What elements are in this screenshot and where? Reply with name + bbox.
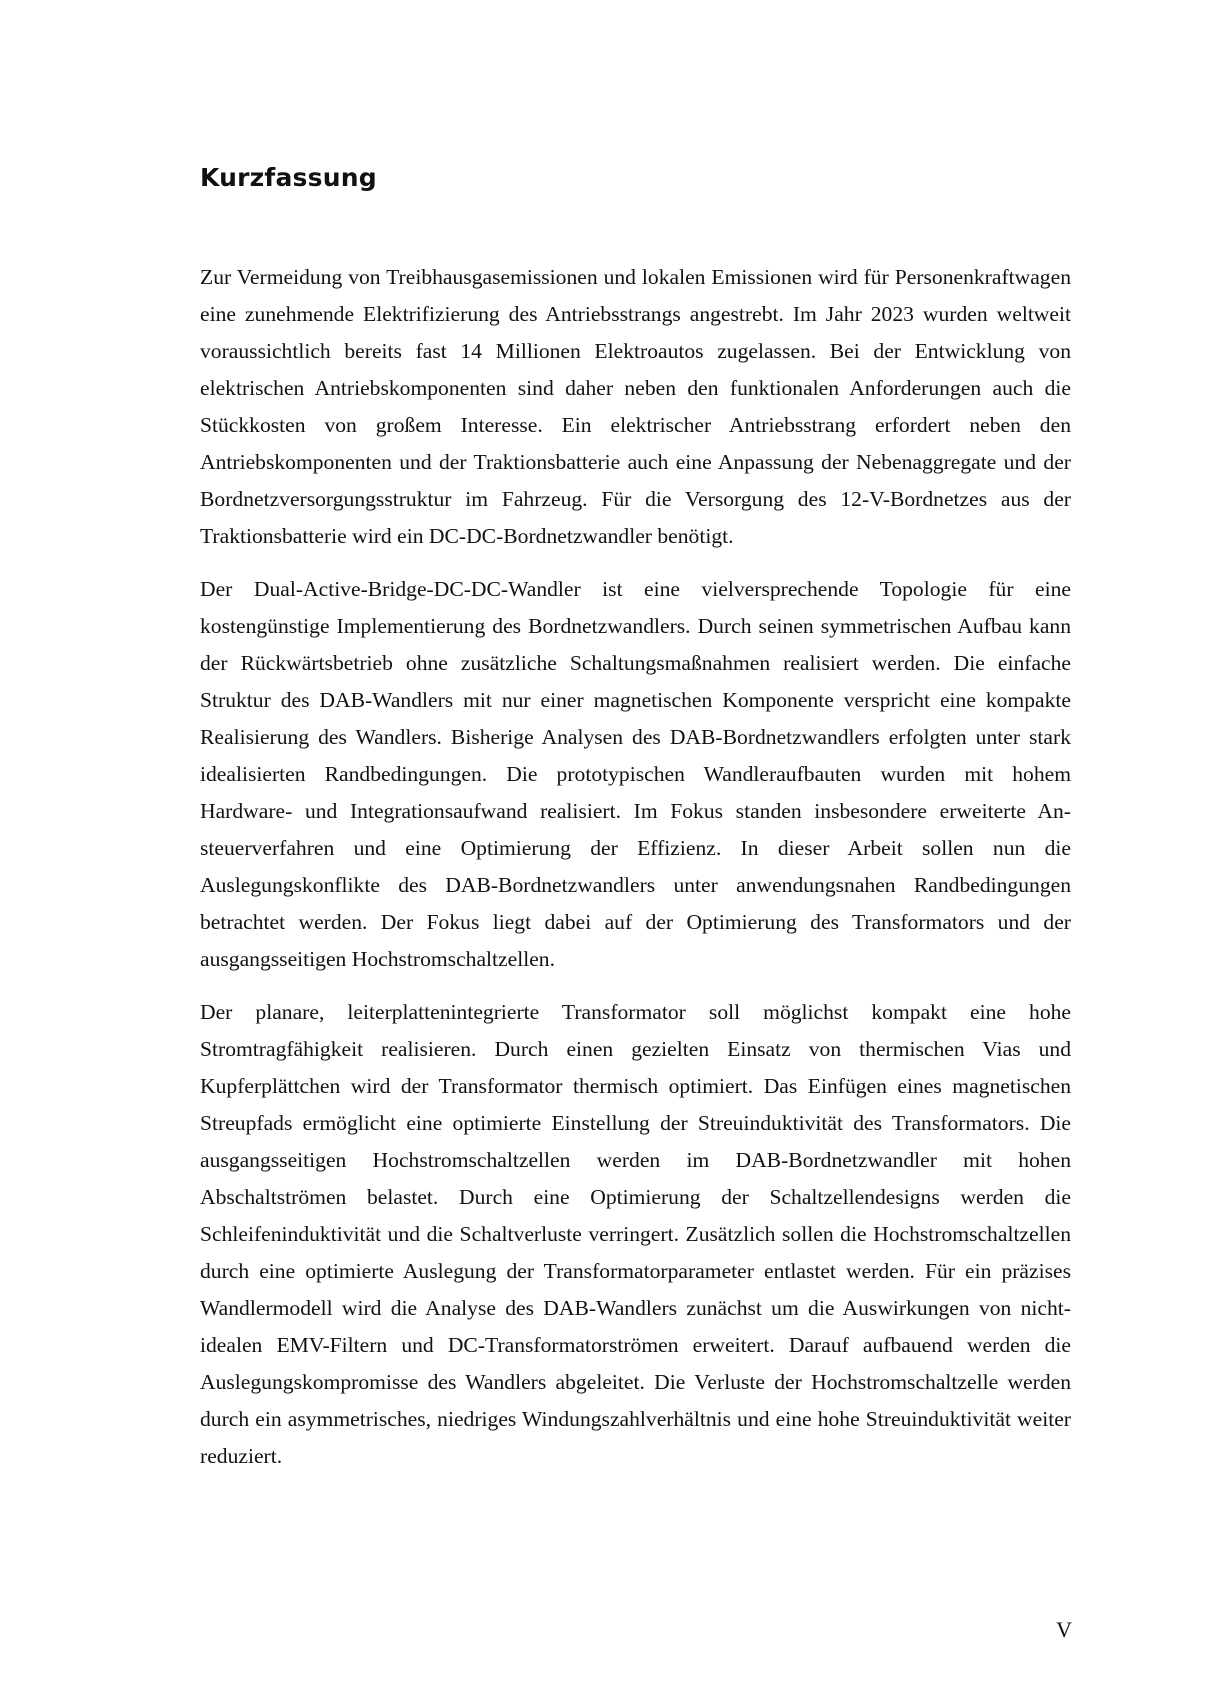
paragraph-1: Zur Vermeidung von Treibhausgasemissionen und lokalen Emissionen wird für Personenkraftwagen eine zunehmende Elektrifizierung des Antriebsstrangs angestrebt. Im Jahr 2023 wurden weltweit voraussichtlich bereits fast 14 Millionen Elektroautos zugelassen. Bei der Entwicklung von elektrischen Antriebskomponenten sind daher neben den funktionalen Anforderungen auch die Stückkosten von großem Interesse. Ein elektrischer Antriebsstrang erfordert neben den Antriebskomponenten und der Traktionsbatterie auch eine Anpassung der Nebenaggregate und der Bordnetzversorgungsstruktur im Fahrzeug. Für die Versorgung des 12-V-Bordnetzes aus der Traktionsbatterie wird ein DC-DC-Bordnetzwandler benötigt. xyxy=(200,265,1071,548)
section-heading: Kurzfassung xyxy=(200,163,377,192)
paragraph-3: Der planare, leiterplattenintegrierte Transformator soll möglichst kompakt eine hohe Stromtragfähigkeit realisieren. Durch einen gezielten Einsatz von thermischen Vias und Kupferplättchen wird der Transformator thermisch optimiert. Das Einfügen eines magnetischen Streupfads ermöglicht eine optimierte Einstellung der Streuinduktivität des Transformators. Die ausgangsseitigen Hochstromschaltzellen werden im DAB-Bordnetzwandler mit hohen Abschaltströmen belastet. Durch eine Optimierung der Schaltzellendesigns werden die Schleifeninduktivität und die Schaltverluste verringert. Zusätzlich sollen die Hochstromschaltzellen durch eine optimierte Auslegung der Transformatorparameter entlastet werden. Für ein präzises Wandlermodell wird die Analyse des DAB-Wandlers zunächst um die Auswirkungen von nicht-idealen EMV-Filtern und DC-Transformatorströmen erweitert. Darauf aufbauend werden die Auslegungskompromisse des Wandlers abgeleitet. Die Verluste der Hochstromschaltzelle werden durch ein asymmetrisches, niedriges Windungszahlverhältnis und eine hohe Streuinduktivität weiter reduziert. xyxy=(200,1000,1071,1468)
abstract-body xyxy=(200,259,1071,1491)
page-number: V xyxy=(1056,1617,1072,1642)
paragraph-2: Der Dual-Active-Bridge-DC-DC-Wandler ist eine vielversprechende Topologie für eine kostengünstige Implementierung des Bordnetzwandlers. Durch seinen symmetrischen Aufbau kann der Rückwärtsbetrieb ohne zusätzliche Schaltungsmaßnahmen realisiert werden. Die einfache Struktur des DAB-Wandlers mit nur einer magnetischen Komponente verspricht eine kompakte Realisierung des Wandlers. Bisherige Analysen des DAB-Bordnetzwandlers erfolgten unter stark idealisierten Randbedingungen. Die prototypischen Wandleraufbauten wurden mit hohem Hardware- und Integrationsaufwand realisiert. Im Fokus standen insbesondere erweiterte Ansteuerverfahren und eine Optimierung der Effizienz. In dieser Arbeit sollen nun die Auslegungskonflikte des DAB-Bordnetzwandlers unter anwendungsnahen Randbedingungen betrachtet werden. Der Fokus liegt dabei auf der Optimierung des Transformators und der ausgangsseitigen Hochstromschaltzellen. xyxy=(200,577,1071,971)
